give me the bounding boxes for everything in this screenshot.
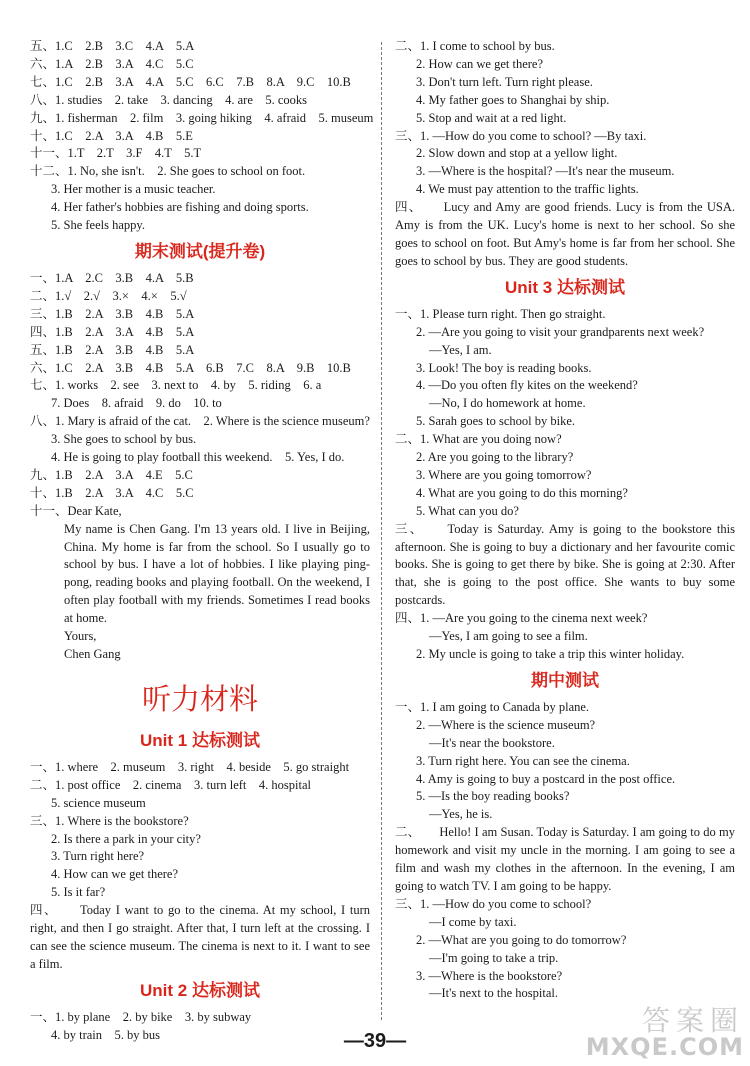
section-heading: 期中测试: [531, 670, 599, 690]
answer-line: 二、1. What are you doing now?: [395, 432, 562, 447]
watermark-logo: [585, 1004, 744, 1061]
answer-line: 3. Turn right here?: [51, 849, 145, 864]
answer-line: 一、1. Please turn right. Then go straight.: [395, 306, 606, 321]
answer-line: 5. Stop and wait at a red light.: [416, 110, 567, 125]
answer-line: —I'm going to take a trip.: [429, 950, 559, 965]
answer-line: 六、1.A 2.B 3.A 4.C 5.C: [30, 56, 194, 71]
answer-line: 十、1.C 2.A 3.A 4.B 5.E: [30, 128, 193, 143]
answer-line: 八、1. studies 2. take 3. dancing 4. are 5. cooks: [30, 92, 308, 107]
answer-line: 九、1.B 2.A 3.A 4.E 5.C: [30, 467, 193, 482]
answer-line: 2. —Where is the science museum?: [416, 717, 596, 732]
answer-line: 七、1. works 2. see 3. next to 4. by 5. riding 6. a: [30, 378, 322, 393]
answer-line: 4. Amy is going to buy a postcard in the post office.: [416, 771, 676, 786]
answer-line: 2. Is there a park in your city?: [51, 831, 201, 846]
answer-line: 3. —Where is the hospital? —It's near the museum.: [416, 164, 675, 179]
answer-line: —It's next to the hospital.: [429, 986, 558, 1001]
answer-line: 十一、1.T 2.T 3.F 4.T 5.T: [30, 146, 202, 161]
answer-line: 九、1. fisherman 2. film 3. going hiking 4. afraid 5. museum: [30, 110, 374, 125]
answer-line: 5. She feels happy.: [51, 218, 145, 233]
answer-line: 六、1.C 2.A 3.B 4.B 5.A 6.B 7.C 8.A 9.B 10.B: [30, 360, 351, 375]
paragraph: 四、 Lucy and Amy are good friends. Lucy is from the USA. Amy is from the UK. Lucy's home is next to her school. So she goes to school on foot. But Amy's home is far from her school. She goes to school by bus. They are good students.: [395, 200, 735, 268]
answer-line: 2. How can we get there?: [416, 56, 544, 71]
answer-line: —I come by taxi.: [429, 914, 517, 929]
answer-line: 十一、Dear Kate,: [30, 503, 122, 518]
answer-line: 3. Her mother is a music teacher.: [51, 182, 216, 197]
answer-line: 4. —Do you often fly kites on the weekend?: [416, 378, 638, 393]
answer-line: 4. What are you going to do this morning?: [416, 485, 628, 500]
watermark-url: MXQE.COM: [585, 1033, 744, 1061]
answer-line: 3. Look! The boy is reading books.: [416, 360, 592, 375]
answer-line: 一、1. I am going to Canada by plane.: [395, 699, 590, 714]
answer-line: Chen Gang: [64, 647, 121, 661]
answer-line: 5. —Is the boy reading books?: [416, 789, 570, 804]
section-heading: Unit 2 达标测试: [140, 980, 260, 1000]
answer-line: 5. What can you do?: [416, 503, 519, 518]
answer-line: 十、1.B 2.A 3.A 4.C 5.C: [30, 485, 194, 500]
answer-line: 2. My uncle is going to take a trip this winter holiday.: [416, 647, 685, 661]
answer-line: 一、1. by plane 2. by bike 3. by subway: [30, 1009, 252, 1024]
answer-line: 5. Is it far?: [51, 885, 106, 900]
section-heading: 期末测试(提升卷): [134, 241, 266, 261]
paragraph: 四、 Today I want to go to the cinema. At my school, I turn right, and then I go straight. After that, I turn left at the crossing. I can see the science museum. The cinema is next to it. I want to see a film.: [30, 903, 370, 971]
answer-line: 二、1. post office 2. cinema 3. turn left 4. hospital: [30, 777, 311, 792]
answer-line: 4. He is going to play football this weekend. 5. Yes, I do.: [51, 450, 345, 465]
answer-line: 五、1.C 2.B 3.C 4.A 5.A: [30, 39, 195, 53]
answer-line: 4. How can we get there?: [51, 867, 179, 882]
answer-line: 3. —Where is the bookstore?: [416, 968, 563, 983]
answer-line: 二、1.√ 2.√ 3.× 4.× 5.√: [30, 288, 187, 303]
answer-line: —Yes, I am.: [429, 342, 492, 357]
right-column: [395, 38, 735, 1003]
left-column: [30, 38, 374, 1045]
answer-line: 3. She goes to school by bus.: [51, 432, 197, 447]
section-heading: Unit 1 达标测试: [140, 730, 260, 750]
answer-line: 八、1. Mary is afraid of the cat. 2. Where is the science museum?: [30, 414, 370, 429]
answer-line: 4. by train 5. by bus: [51, 1027, 161, 1042]
answer-line: —No, I do homework at home.: [429, 396, 586, 411]
watermark-text: 答案圈: [641, 1004, 744, 1037]
answer-line: 一、1. where 2. museum 3. right 4. beside 5. go straight: [30, 759, 350, 774]
paragraph: My name is Chen Gang. I'm 13 years old. I live in Beijing, China. My home is far from the school. So I usually go to school by bus. I have a lot of hobbies. I like playing ping-pong, reading books and playing football. On the weekend, I often play football with my friends. Sometimes I read books at home.: [64, 521, 370, 626]
answer-line: 二、1. I come to school by bus.: [395, 39, 555, 53]
answer-line: 5. science museum: [51, 795, 146, 810]
paragraph: 三、 Today is Saturday. Amy is going to the bookstore this afternoon. She is going to buy a dictionary and her favourite comic books. She is going to get there by bike. She is going at 2:30. After that, she is going to the post office. She wants to buy some postcards.: [395, 521, 735, 608]
answer-line: 4. My father goes to Shanghai by ship.: [416, 92, 610, 107]
answer-line: 3. Where are you going tomorrow?: [416, 467, 592, 482]
answer-line: Yours,: [64, 629, 97, 644]
answer-line: 5. Sarah goes to school by bike.: [416, 414, 576, 429]
answer-line: 七、1.C 2.B 3.A 4.A 5.C 6.C 7.B 8.A 9.C 10.B: [30, 74, 351, 89]
answer-line: 2. —What are you going to do tomorrow?: [416, 932, 627, 947]
answer-line: 三、1.B 2.A 3.B 4.B 5.A: [30, 306, 195, 321]
answer-line: 三、1. Where is the bookstore?: [30, 813, 189, 828]
section-heading: Unit 3 达标测试: [505, 277, 625, 297]
answer-line: 四、1. —Are you going to the cinema next week?: [395, 611, 648, 626]
answer-line: 3. Turn right here. You can see the cinema.: [416, 753, 630, 768]
answer-line: —It's near the bookstore.: [429, 735, 555, 750]
column-divider: [381, 42, 382, 1020]
answer-line: 三、1. —How do you come to school? —By taxi.: [395, 128, 647, 143]
answer-line: 三、1. —How do you come to school?: [395, 896, 592, 911]
answer-line: 一、1.A 2.C 3.B 4.A 5.B: [30, 270, 194, 285]
answer-line: —Yes, he is.: [429, 807, 493, 822]
answer-line: 2. Slow down and stop at a yellow light.: [416, 146, 618, 161]
answer-line: 4. Her father's hobbies are fishing and doing sports.: [51, 200, 309, 215]
answer-line: 4. We must pay attention to the traffic lights.: [416, 182, 639, 197]
answer-line: 五、1.B 2.A 3.B 4.B 5.A: [30, 342, 195, 357]
page-number: —39—: [343, 1030, 407, 1052]
answer-line: 四、1.B 2.A 3.A 4.B 5.A: [30, 324, 195, 339]
paragraph: 二、 Hello! I am Susan. Today is Saturday. I am going to do my homework and visit my uncle in the morning. I am going to see a film and wash my clothes in the afternoon. In the evening, I am going to watch TV. I am going to be happy.: [395, 825, 735, 893]
answer-line: 十二、1. No, she isn't. 2. She goes to school on foot.: [30, 164, 306, 179]
answer-line: 2. Are you going to the library?: [416, 450, 574, 465]
answer-line: —Yes, I am going to see a film.: [429, 629, 588, 644]
answer-line: 7. Does 8. afraid 9. do 10. to: [51, 396, 222, 411]
answer-line: 2. —Are you going to visit your grandparents next week?: [416, 324, 705, 339]
listening-title: 听力材料: [141, 681, 258, 716]
answer-line: 3. Don't turn left. Turn right please.: [416, 74, 593, 89]
